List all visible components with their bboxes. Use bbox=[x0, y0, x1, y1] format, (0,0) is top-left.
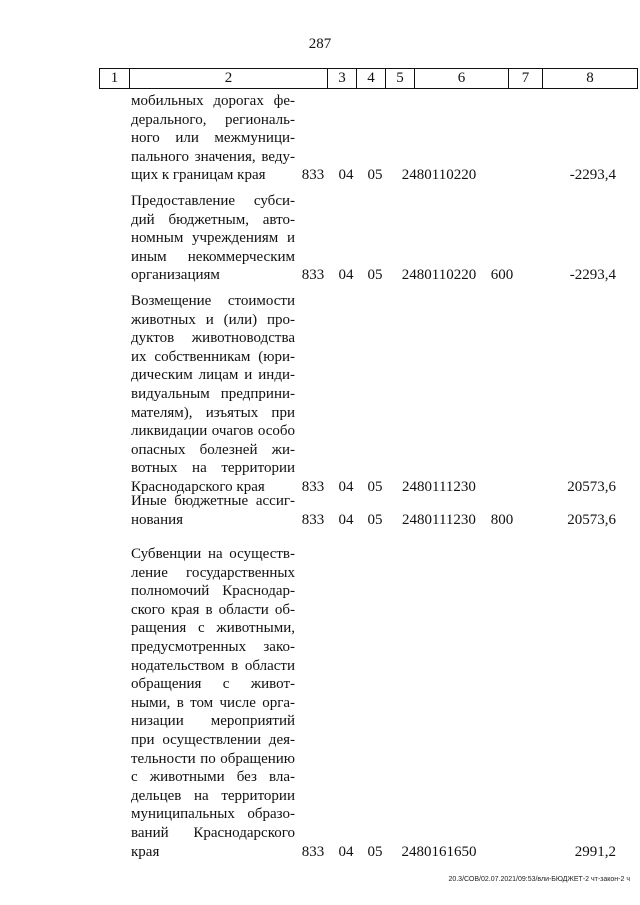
description-line: животных и (или) про- bbox=[131, 311, 295, 328]
row-column-7-value: 600 bbox=[490, 267, 514, 284]
description-line: щих к границам края bbox=[131, 167, 266, 184]
description-line: дий бюджетным, авто- bbox=[131, 211, 295, 228]
row-column-8-value: -2293,4 bbox=[569, 167, 616, 184]
row-description bbox=[131, 192, 295, 285]
row-column-8-value: 2991,2 bbox=[574, 843, 616, 860]
description-line: вотных на территории bbox=[131, 460, 295, 477]
row-column-4-value: 04 bbox=[338, 843, 354, 860]
row-description bbox=[131, 292, 295, 497]
row-column-3-value: 833 bbox=[301, 267, 325, 284]
row-column-6-value: 2480111230 bbox=[402, 479, 476, 495]
row-column-4-value: 04 bbox=[338, 479, 354, 495]
row-column-3-value: 833 bbox=[301, 479, 325, 495]
description-line: ского края в области об- bbox=[131, 601, 295, 618]
description-line: номным учреждениям и bbox=[131, 230, 295, 247]
description-line: дельцев на территории bbox=[131, 787, 295, 804]
description-line: видуальным предприни- bbox=[131, 385, 295, 402]
description-line: организациям bbox=[131, 267, 220, 284]
row-column-6-value: 2480111230 bbox=[402, 511, 476, 528]
row-column-3-value: 833 bbox=[301, 843, 325, 860]
description-line: муниципальных образо- bbox=[131, 806, 295, 823]
description-line: ликвидации очагов особо bbox=[131, 423, 295, 440]
row-column-6-value: 2480110220 bbox=[401, 167, 477, 184]
description-line: пального значения, веду- bbox=[131, 148, 295, 165]
description-line: Предоставление субси- bbox=[131, 193, 295, 209]
column-header-3: 3 bbox=[328, 69, 357, 89]
row-column-5-value: 05 bbox=[367, 479, 383, 495]
description-line: дерального, региональ- bbox=[131, 111, 295, 128]
description-line: края bbox=[131, 843, 160, 860]
description-line: мателям), изъятых при bbox=[131, 404, 295, 421]
row-column-3-value: 833 bbox=[301, 511, 325, 528]
row-column-6-value: 2480161650 bbox=[401, 843, 477, 860]
description-line: иным некоммерческим bbox=[131, 248, 295, 265]
row-column-4-value: 04 bbox=[338, 511, 354, 528]
column-header-5: 5 bbox=[386, 69, 415, 89]
description-line: низации мероприятий bbox=[131, 713, 295, 730]
description-line: нодательством в области bbox=[131, 657, 295, 674]
description-line: опасных болезней жи- bbox=[131, 441, 295, 458]
row-column-8-value: 20573,6 bbox=[567, 479, 616, 495]
row-column-6-value: 2480110220 bbox=[401, 267, 477, 284]
description-line: их собственникам (юри- bbox=[131, 348, 295, 365]
description-line: предусмотренных зако- bbox=[131, 638, 295, 655]
row-column-4-value: 04 bbox=[338, 267, 354, 284]
row-column-8-value: 20573,6 bbox=[567, 511, 616, 528]
description-line: с животными без вла- bbox=[131, 769, 295, 786]
row-column-5-value: 05 bbox=[367, 267, 383, 284]
description-line: ращения с животными, bbox=[131, 620, 295, 637]
row-description bbox=[131, 492, 295, 529]
description-line: Иные бюджетные ассиг- bbox=[131, 493, 295, 509]
row-column-5-value: 05 bbox=[367, 511, 383, 528]
row-description bbox=[131, 545, 295, 861]
row-description bbox=[131, 92, 295, 185]
description-line: полномочий Краснодар- bbox=[131, 583, 295, 600]
page-number: 287 bbox=[308, 36, 332, 52]
description-line: обращения с живот- bbox=[131, 676, 295, 693]
row-column-4-value: 04 bbox=[338, 167, 354, 184]
description-line: ными, в том числе орга- bbox=[131, 694, 295, 711]
description-line: Краснодарского края bbox=[131, 478, 265, 495]
description-line: ление государственных bbox=[131, 564, 295, 581]
column-header-4: 4 bbox=[357, 69, 386, 89]
description-line: Возмещение стоимости bbox=[131, 293, 295, 309]
row-column-5-value: 05 bbox=[367, 167, 383, 184]
row-column-8-value: -2293,4 bbox=[569, 267, 616, 284]
description-line: ного или межмуници- bbox=[131, 130, 295, 147]
description-line: дуктов животноводства bbox=[131, 330, 295, 347]
column-header-8: 8 bbox=[543, 69, 638, 89]
column-header-1: 1 bbox=[100, 69, 130, 89]
row-column-7-value: 800 bbox=[490, 511, 514, 528]
column-header-2: 2 bbox=[130, 69, 328, 89]
description-line: дическим лицам и инди- bbox=[131, 367, 295, 384]
description-line: Субвенции на осуществ- bbox=[131, 546, 295, 562]
description-line: ваний Краснодарского bbox=[131, 824, 295, 841]
column-header-6: 6 bbox=[415, 69, 509, 89]
row-column-3-value: 833 bbox=[301, 167, 325, 184]
row-column-5-value: 05 bbox=[367, 843, 383, 860]
description-line: нования bbox=[131, 511, 184, 528]
description-line: тельности по обращению bbox=[131, 750, 295, 767]
column-header-7: 7 bbox=[509, 69, 543, 89]
footer-stamp: 20.3/СОВ/02.07.2021/09:53/вли-БЮДЖЕТ-2 чт-закон-2 ч bbox=[448, 876, 630, 883]
description-line: мобильных дорогах фе- bbox=[131, 93, 295, 109]
description-line: при осуществлении дея- bbox=[131, 731, 295, 748]
